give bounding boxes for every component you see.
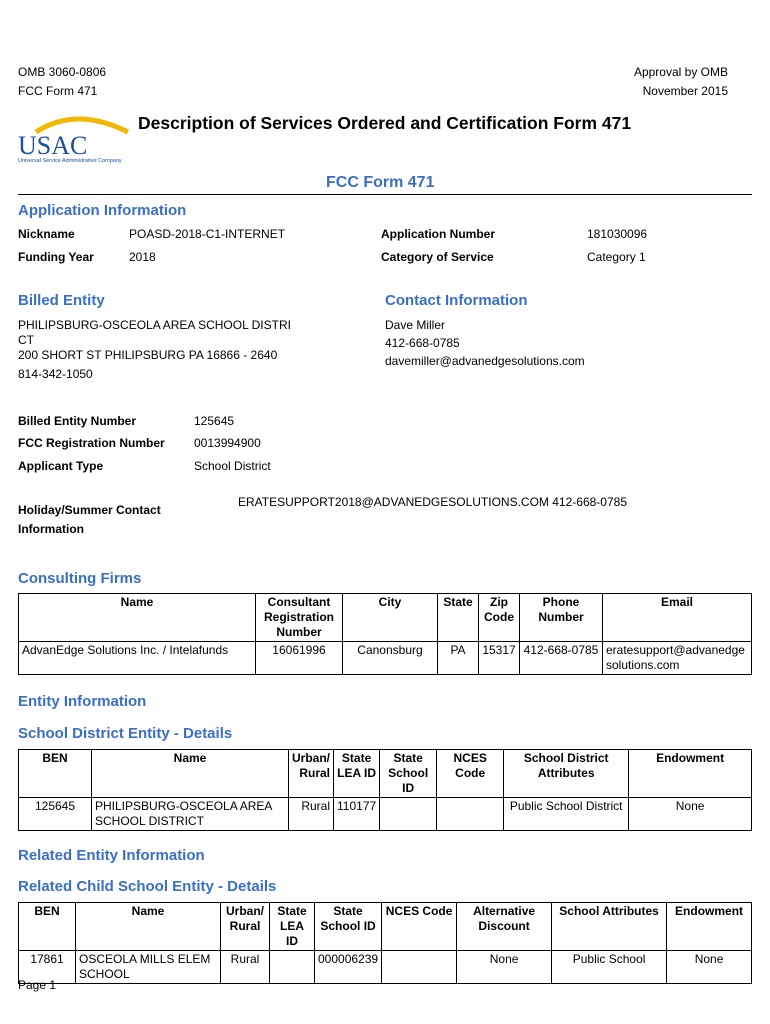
billed-entity-phone: 814-342-1050	[18, 367, 93, 381]
cell-name: PHILIPSBURG-OSCEOLA AREA SCHOOL DISTRICT	[92, 798, 289, 831]
billed-entity-address: 200 SHORT ST PHILIPSBURG PA 16866 - 2640	[18, 348, 278, 362]
billed-entity-name-1: PHILIPSBURG-OSCEOLA AREA SCHOOL DISTRI	[18, 318, 291, 332]
col-header-nces: NCES Code	[437, 750, 504, 798]
related-section-title: Related Entity Information	[18, 847, 205, 864]
child-details-title: Related Child School Entity - Details	[18, 878, 277, 895]
cell-nces	[382, 951, 457, 984]
table-header-row	[19, 750, 752, 798]
cell-state-school: 000006239	[315, 951, 382, 984]
funding-year-value: 2018	[129, 250, 156, 264]
cell-phone: 412-668-0785	[520, 642, 603, 675]
nickname-value: POASD-2018-C1-INTERNET	[129, 227, 286, 241]
cell-state-school	[380, 798, 437, 831]
header-divider	[18, 194, 752, 195]
cell-state-lea	[270, 951, 315, 984]
fcc-reg-label: FCC Registration Number	[18, 436, 165, 450]
approval-label: Approval by OMB	[633, 65, 728, 79]
col-header-state-lea: State LEA ID	[334, 750, 380, 798]
col-header-name: Name	[19, 594, 256, 642]
cell-state-lea: 110177	[334, 798, 380, 831]
table-header-row	[19, 903, 752, 951]
consulting-table	[18, 593, 752, 675]
cell-crn: 16061996	[256, 642, 343, 675]
contact-email: davemiller@advanedgesolutions.com	[385, 354, 585, 368]
col-header-name: Name	[92, 750, 289, 798]
holiday-contact-label-2: Information	[18, 522, 84, 536]
cell-nces	[437, 798, 504, 831]
col-header-urban: Urban/ Rural	[289, 750, 334, 798]
cell-endowment: None	[667, 951, 752, 984]
table-row	[19, 642, 752, 675]
col-header-state: State	[438, 594, 479, 642]
cell-name: AdvanEdge Solutions Inc. / Intelafunds	[19, 642, 256, 675]
col-header-nces: NCES Code	[382, 903, 457, 951]
col-header-attributes: School Attributes	[552, 903, 667, 951]
child-entity-table	[18, 902, 752, 984]
holiday-contact-label-1: Holiday/Summer Contact	[18, 503, 161, 517]
consulting-section-title: Consulting Firms	[18, 570, 142, 587]
applicant-type-label: Applicant Type	[18, 459, 104, 473]
contact-name: Dave Miller	[385, 318, 446, 332]
omb-number: OMB 3060-0806	[18, 65, 107, 79]
col-header-state-school: State School ID	[380, 750, 437, 798]
ben-value: 125645	[194, 414, 235, 428]
contact-phone: 412-668-0785	[385, 336, 460, 350]
district-details-title: School District Entity - Details	[18, 725, 233, 742]
district-entity-table	[18, 749, 752, 831]
ben-label: Billed Entity Number	[18, 414, 137, 428]
col-header-phone: Phone Number	[520, 594, 603, 642]
col-header-zip: Zip Code	[479, 594, 520, 642]
cell-attributes: Public School District	[504, 798, 629, 831]
col-header-ben: BEN	[19, 903, 76, 951]
cell-email: eratesupport@advanedge solutions.com	[603, 642, 752, 675]
table-row	[19, 951, 752, 984]
col-header-endowment: Endowment	[667, 903, 752, 951]
cell-ben: 17861	[19, 951, 76, 984]
svg-text:USAC: USAC	[18, 131, 88, 160]
cell-state: PA	[438, 642, 479, 675]
col-header-alt-discount: Alternative Discount	[457, 903, 552, 951]
category-label: Category of Service	[381, 250, 494, 264]
col-header-ben: BEN	[19, 750, 92, 798]
form-subtitle: FCC Form 471	[326, 174, 435, 191]
cell-city: Canonsburg	[343, 642, 438, 675]
table-row	[19, 798, 752, 831]
nickname-label: Nickname	[18, 227, 75, 241]
funding-year-label: Funding Year	[18, 250, 94, 264]
col-header-state-school: State School ID	[315, 903, 382, 951]
table-header-row	[19, 594, 752, 642]
cell-alt-discount: None	[457, 951, 552, 984]
billed-entity-section-title: Billed Entity	[18, 292, 105, 309]
applicant-type-value: School District	[194, 459, 271, 473]
app-number-label: Application Number	[381, 227, 496, 241]
form-id: FCC Form 471	[18, 84, 98, 98]
page-title: Description of Services Ordered and Certification Form 471	[138, 113, 632, 133]
usac-logo	[16, 110, 136, 165]
cell-endowment: None	[629, 798, 752, 831]
cell-attributes: Public School	[552, 951, 667, 984]
cell-name: OSCEOLA MILLS ELEM SCHOOL	[76, 951, 221, 984]
col-header-city: City	[343, 594, 438, 642]
fcc-reg-value: 0013994900	[194, 436, 261, 450]
col-header-urban: Urban/ Rural	[221, 903, 270, 951]
col-header-crn: Consultant Registration Number	[256, 594, 343, 642]
approval-date: November 2015	[642, 84, 728, 98]
col-header-email: Email	[603, 594, 752, 642]
cell-urban: Rural	[221, 951, 270, 984]
app-number-value: 181030096	[587, 227, 648, 241]
cell-ben: 125645	[19, 798, 92, 831]
cell-zip: 15317	[479, 642, 520, 675]
col-header-name: Name	[76, 903, 221, 951]
col-header-endowment: Endowment	[629, 750, 752, 798]
col-header-state-lea: State LEA ID	[270, 903, 315, 951]
cell-urban: Rural	[289, 798, 334, 831]
holiday-contact-value: ERATESUPPORT2018@ADVANEDGESOLUTIONS.COM 412-668-0785	[238, 495, 627, 509]
svg-text:Universal Service Administrati: Universal Service Administrative Company	[18, 158, 122, 164]
application-section-title: Application Information	[18, 202, 187, 219]
entity-section-title: Entity Information	[18, 693, 147, 710]
billed-entity-name-2: CT	[18, 333, 34, 347]
category-value: Category 1	[587, 250, 646, 264]
page-number: Page 1	[18, 978, 57, 992]
col-header-attributes: School District Attributes	[504, 750, 629, 798]
contact-section-title: Contact Information	[385, 292, 528, 309]
